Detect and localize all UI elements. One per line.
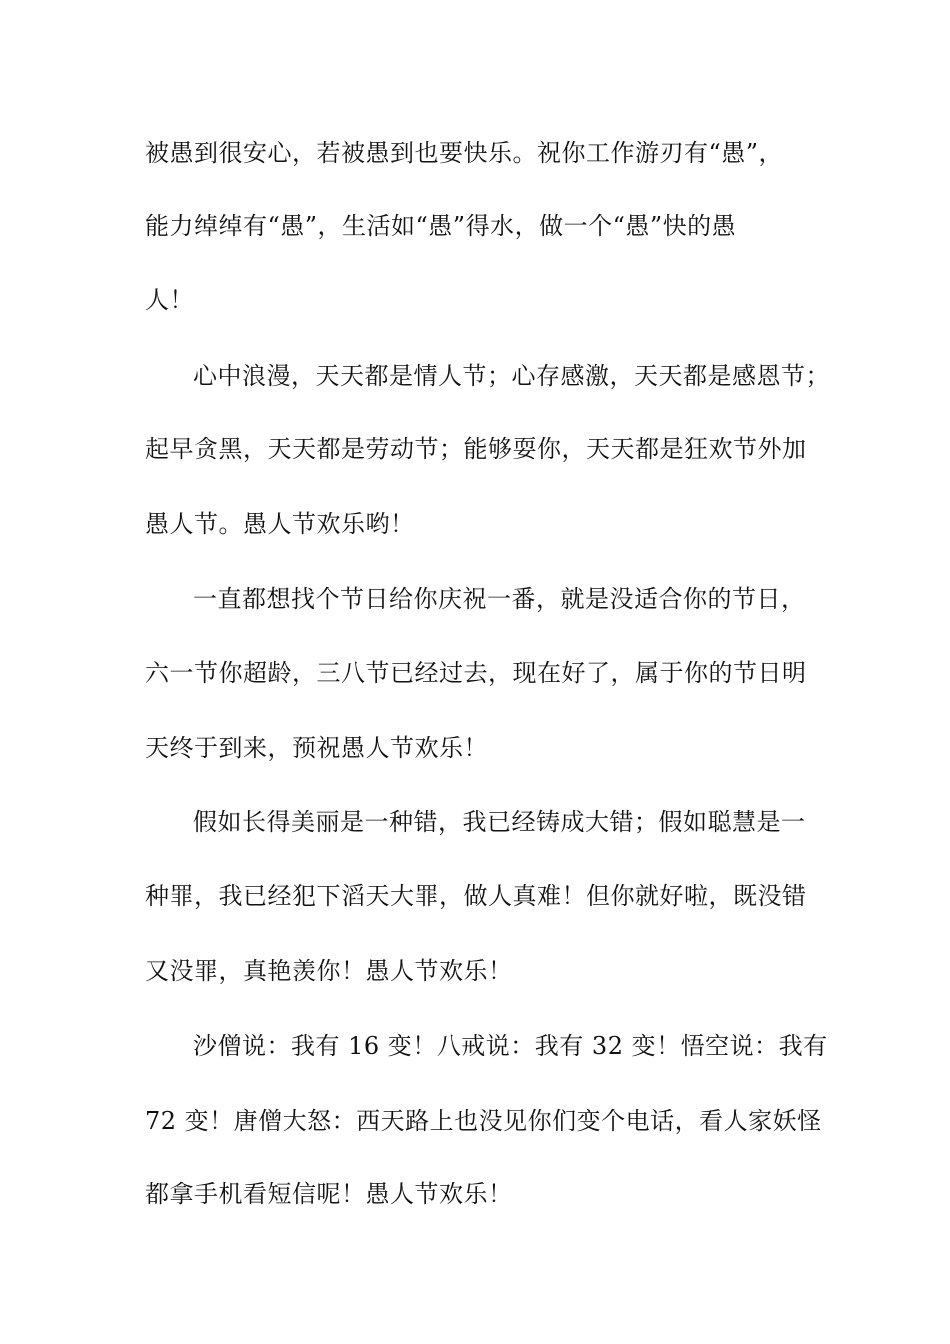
paragraph-2-line-2: 起早贪黑，天天都是劳动节；能够耍你，天天都是狂欢节外加 <box>145 435 807 463</box>
paragraph-3-line-3: 天终于到来，预祝愚人节欢乐！ <box>145 734 488 762</box>
paragraph-3-line-2: 六一节你超龄，三八节已经过去，现在好了，属于你的节日明 <box>145 659 807 687</box>
paragraph-4-line-2: 种罪，我已经犯下滔天大罪，做人真难！但你就好啦，既没错 <box>145 882 807 910</box>
paragraph-2-line-1: 心中浪漫，天天都是情人节；心存感激，天天都是感恩节； <box>193 362 830 390</box>
paragraph-1-line-3: 人！ <box>145 286 194 314</box>
paragraph-4-line-3: 又没罪，真艳羡你！愚人节欢乐！ <box>145 957 513 985</box>
paragraph-5-line-2: 72 变！唐僧大怒：西天路上也没见你们变个电话，看人家妖怪 <box>145 1107 822 1135</box>
paragraph-2-line-3: 愚人节。愚人节欢乐哟！ <box>145 510 415 538</box>
paragraph-5-line-1: 沙僧说：我有 16 变！八戒说：我有 32 变！悟空说：我有 <box>193 1032 828 1060</box>
paragraph-5-line-3: 都拿手机看短信呢！愚人节欢乐！ <box>145 1180 513 1208</box>
paragraph-1-line-2: 能力绰绰有“愚”，生活如“愚”得水，做一个“愚”快的愚 <box>145 212 737 240</box>
paragraph-3-line-1: 一直都想找个节日给你庆祝一番，就是没适合你的节日， <box>193 585 806 613</box>
paragraph-1-line-1: 被愚到很安心，若被愚到也要快乐。祝你工作游刃有“愚”， <box>145 139 784 167</box>
paragraph-4-line-1: 假如长得美丽是一种错，我已经铸成大错；假如聪慧是一 <box>193 808 806 836</box>
